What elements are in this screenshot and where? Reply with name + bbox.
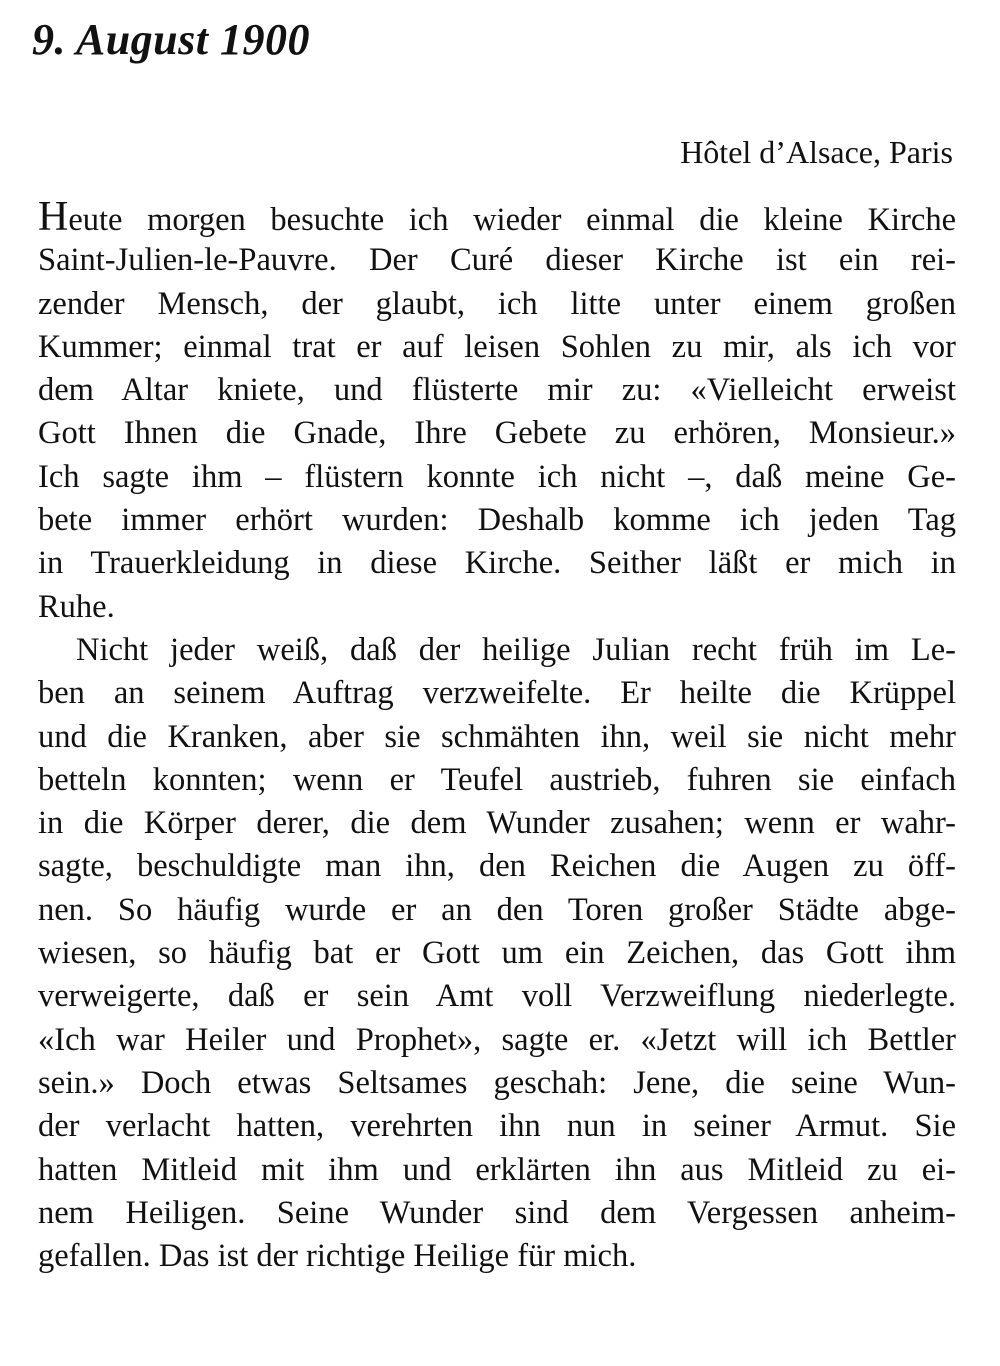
text-line: gefallen. Das ist der richtige Heilige für mich. — [38, 1238, 637, 1275]
text-line: verweigerte, daß er sein Amt voll Verzweiflung niederlegte. — [38, 978, 956, 1015]
entry-location: Hôtel d’Alsace, Paris — [680, 134, 953, 170]
paragraph-2 — [38, 629, 956, 1278]
text-line: Kummer; einmal trat er auf leisen Sohlen zu mir, als ich vor — [38, 328, 956, 365]
text-line: betteln konnten; wenn er Teufel austrieb, fuhren sie einfach — [38, 761, 956, 798]
text-line: der verlacht hatten, verehrten ihn nun in seiner Armut. Sie — [38, 1108, 956, 1145]
text-line: in die Körper derer, die dem Wunder zusahen; wenn er wahr- — [38, 805, 956, 842]
text-line: dem Altar kniete, und flüsterte mir zu: «Vielleicht erweist — [38, 372, 956, 409]
text-line: ben an seinem Auftrag verzweifelte. Er heilte die Krüppel — [38, 675, 956, 712]
paragraph-1 — [38, 196, 956, 629]
text-line: sagte, beschuldigte man ihn, den Reichen die Augen zu öff- — [38, 848, 956, 885]
text-line: Nicht jeder weiß, daß der heilige Julian recht früh im Le- — [76, 631, 956, 668]
text-line: Saint-Julien-le-Pauvre. Der Curé dieser Kirche ist ein rei- — [38, 242, 956, 279]
text-line: hatten Mitleid mit ihm und erklärten ihn aus Mitleid zu ei- — [38, 1151, 956, 1188]
text-line: in Trauerkleidung in diese Kirche. Seither läßt er mich in — [38, 545, 956, 582]
text-line: zender Mensch, der glaubt, ich litte unter einem großen — [38, 285, 956, 322]
text-line: «Ich war Heiler und Prophet», sagte er. «Jetzt will ich Bettler — [38, 1021, 956, 1058]
text-line: und die Kranken, aber sie schmähten ihn, weil sie nicht mehr — [38, 718, 956, 755]
text-line: nen. So häufig wurde er an den Toren großer Städte abge- — [38, 891, 956, 928]
text-line: wiesen, so häufig bat er Gott um ein Zeichen, das Gott ihm — [38, 935, 956, 972]
text-line: Gott Ihnen die Gnade, Ihre Gebete zu erhören, Monsieur.» — [38, 415, 956, 452]
text-line: bete immer erhört wurden: Deshalb komme ich jeden Tag — [38, 502, 956, 539]
text-line: Heute morgen besuchte ich wieder einmal die kleine Kirche — [38, 194, 956, 240]
drop-initial: H — [38, 194, 69, 240]
entry-body — [38, 196, 956, 1278]
text-line: sein.» Doch etwas Seltsames geschah: Jene, die seine Wun- — [38, 1064, 956, 1101]
text-line: Ruhe. — [38, 588, 115, 625]
text-line: nem Heiligen. Seine Wunder sind dem Vergessen anheim- — [38, 1194, 956, 1231]
entry-date-heading: 9. August 1900 — [32, 15, 311, 64]
text-line: Ich sagte ihm – flüstern konnte ich nicht –, daß meine Ge- — [38, 458, 956, 495]
